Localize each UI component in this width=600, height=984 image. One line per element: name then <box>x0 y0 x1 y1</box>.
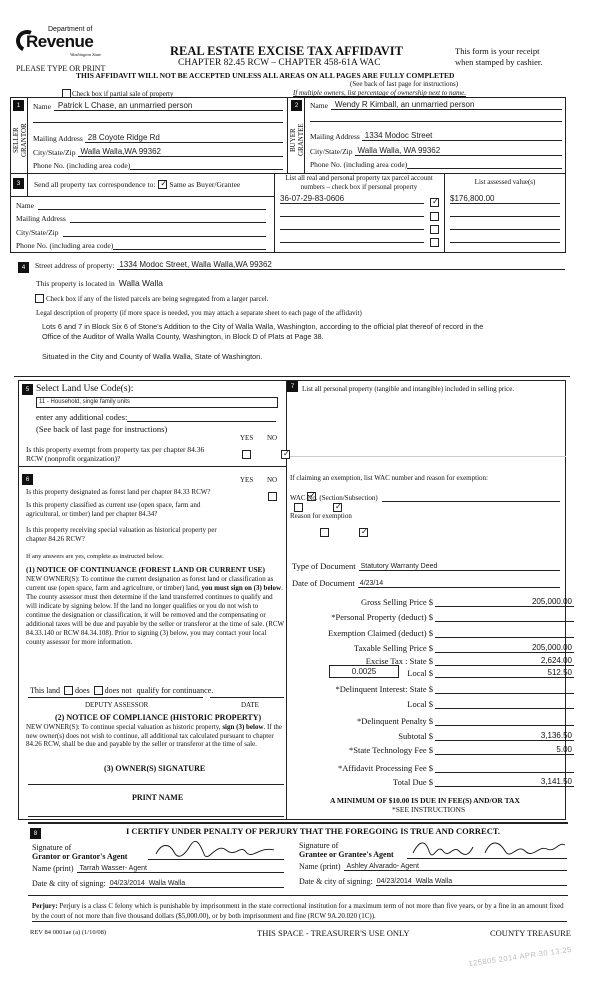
grantor-name-label: Name (print) <box>32 864 74 873</box>
see-back-note: (See back of last page for instructions) <box>350 80 459 88</box>
legal-line-2: Office of the Auditor of Walla Walla County, Washington, in Block D of Plats at Page 38. <box>42 332 324 341</box>
grantor-name-field[interactable] <box>32 864 284 873</box>
minimum-due-note: A MINIMUM OF $10.00 IS DUE IN FEE(S) AND/OR TAX <box>330 796 520 805</box>
buyer-grantee-label <box>289 120 305 160</box>
fee-row-affidavit-processing-fee[interactable] <box>290 762 590 773</box>
continuance-row <box>30 686 213 695</box>
fee-label: Taxable Selling Price $ <box>354 643 433 653</box>
corr-city-label: City/State/Zip <box>16 228 59 237</box>
assessor-date-label: DATE <box>241 701 259 709</box>
corr-city-field[interactable] <box>16 228 266 237</box>
column-divider <box>286 380 287 820</box>
fee-label: *Delinquent Interest: State $ <box>335 684 433 694</box>
seller-phone-field[interactable] <box>33 161 283 170</box>
if-yes-instruction: If any answers are yes, complete as instructed below. <box>26 553 164 560</box>
fee-row-taxable-selling-price[interactable] <box>290 642 590 653</box>
deputy-assessor-signature-line[interactable] <box>28 697 203 698</box>
current-use-question: Is this property classified as current use (open space, farm and agricultural, or timber) land per chapter 84.34? <box>26 501 201 518</box>
parcel-number-input[interactable] <box>280 221 424 230</box>
corr-name-label: Name <box>16 201 34 210</box>
personal-property-checkbox[interactable] <box>430 212 439 221</box>
fee-row-personal-property[interactable] <box>290 611 590 622</box>
fee-value[interactable]: 3,141.50 <box>435 777 574 787</box>
correspondence-header <box>34 180 240 189</box>
parcel-number-input[interactable] <box>280 234 424 243</box>
wac-number-input[interactable] <box>382 494 560 502</box>
current-use-no-checkbox[interactable] <box>333 503 342 512</box>
grantee-date-field[interactable] <box>299 877 567 886</box>
parcel-list-header: List all real and personal property tax parcel account numbers – check box if personal property <box>285 174 433 191</box>
assessed-value-input[interactable]: $176,800.00 <box>450 194 560 204</box>
fee-row-total-due[interactable] <box>290 776 590 787</box>
logo-top-text: Department of <box>48 26 93 33</box>
multiple-owners-note: If multiple owners, list percentage of ownership next to name. <box>293 89 466 97</box>
see-instructions-note: *SEE INSTRUCTIONS <box>392 805 466 814</box>
fee-value[interactable]: 5.00 <box>435 745 574 755</box>
additional-codes-field[interactable] <box>36 412 276 422</box>
grantee-sig-label-2: Grantee or Grantee's Agent <box>299 850 394 859</box>
print-name-label: PRINT NAME <box>132 793 184 802</box>
reason-for-exemption-label: Reason for exemption <box>290 512 352 520</box>
buyer-name-input[interactable]: Wendy R Kimball, an unmarried person <box>331 100 562 110</box>
section-1-badge: 1 <box>13 100 24 111</box>
street-address-field[interactable] <box>35 260 565 270</box>
parcel-number-input[interactable] <box>280 208 424 217</box>
grantee-date-label: Date & city of signing: <box>299 877 373 886</box>
county-treasurer-label: COUNTY TREASURE <box>490 928 571 938</box>
seller-name-field[interactable] <box>33 101 283 111</box>
buyer-phone-input[interactable] <box>407 160 562 169</box>
same-as-buyer-checkbox[interactable] <box>158 180 167 189</box>
assessor-date-line[interactable] <box>210 697 284 698</box>
partial-sale-label: Check box if partial sale of property <box>72 90 174 98</box>
grantor-signature-scribble-icon <box>148 840 284 860</box>
certification-bottom-rule <box>28 895 568 896</box>
wac-number-field[interactable] <box>290 494 560 502</box>
perjury-bold: Perjury: <box>32 902 58 910</box>
fee-label: *State Technology Fee $ <box>349 745 433 755</box>
owner-signature-line[interactable] <box>28 784 284 785</box>
section-3-badge: 3 <box>13 178 24 189</box>
document-date-field[interactable] <box>292 578 560 588</box>
qualify-label: qualify for continuance. <box>136 686 214 695</box>
buyer-mailing-field[interactable] <box>310 131 562 141</box>
perjury-underline <box>32 921 567 922</box>
grantee-sig-label-1: Signature of <box>299 841 339 850</box>
street-address-input[interactable]: 1334 Modoc Street, Walla Walla,WA 99362 <box>117 260 565 270</box>
fee-value[interactable] <box>435 612 574 622</box>
forest-land-yes-checkbox[interactable] <box>268 492 277 501</box>
parcel-number-input[interactable]: 36-07-29-83-0606 <box>280 194 424 204</box>
section-7-badge: 7 <box>287 381 298 392</box>
fee-label: Local $ <box>407 668 433 678</box>
perjury-statement <box>32 901 572 921</box>
fee-value[interactable]: 205,000.00 <box>435 597 574 607</box>
fee-label: Exemption Claimed (deduct) $ <box>327 628 433 638</box>
fee-value[interactable] <box>435 684 574 694</box>
form-subtitle: CHAPTER 82.45 RCW – CHAPTER 458-61A WAC <box>178 58 381 68</box>
additional-codes-label: enter any additional codes: <box>36 412 128 422</box>
grantee-signature-scribble-icon <box>407 837 567 857</box>
nonprofit-exempt-question: Is this property exempt from property tax per chapter 84.36 RCW (nonprofit organization)? <box>26 445 205 463</box>
parcel-row[interactable] <box>280 234 440 244</box>
personal-property-checkbox[interactable] <box>430 225 439 234</box>
buyer-phone-label: Phone No. (including area code) <box>310 160 408 169</box>
seller-city-label: City/State/Zip <box>33 148 76 157</box>
grantor-date-label: Date & city of signing: <box>32 879 106 888</box>
receipt-note-line2: when stamped by cashier. <box>455 57 543 67</box>
section-2-badge: 2 <box>291 100 302 111</box>
document-date-label: Date of Document <box>292 578 355 588</box>
grantor-signature-field[interactable] <box>148 848 284 860</box>
deputy-assessor-label: DEPUTY ASSESSOR <box>85 701 149 709</box>
does-not-label: does not <box>104 686 132 695</box>
grantee-signature-label <box>299 841 394 859</box>
fee-value[interactable]: 2,624.00 <box>435 656 574 666</box>
historic-yes-checkbox[interactable] <box>320 528 329 537</box>
historic-property-question: Is this property receiving special valuation as historical property per chapter 84.26 RCW? <box>26 526 217 543</box>
street-address-label: Street address of property: <box>35 261 115 270</box>
segregated-checkbox[interactable] <box>35 294 44 303</box>
land-use-select[interactable]: 11 - Household, single family units <box>36 397 278 408</box>
grantee-date-input[interactable]: 04/23/2014 Walla Walla <box>376 878 567 886</box>
please-type-note: PLEASE TYPE OR PRINT <box>16 64 106 73</box>
corr-mailing-field[interactable] <box>16 214 266 223</box>
seller-name-label: Name <box>33 102 51 111</box>
seller-mailing-label: Mailing Address <box>33 134 83 143</box>
notice2-text-a: NEW OWNER(S): To continue special valuation as historic property, <box>26 723 221 731</box>
notice2-text-b: . If the new owner(s) does not wish to continue, all additional tax calculated pursuant to chapter 84.26 RCW, shall be due and payable by the seller or transferor at the time of sale. <box>26 723 283 748</box>
fee-label: *Personal Property (deduct) $ <box>331 612 433 622</box>
personal-property-list-label: List all personal property (tangible and intangible) included in selling price. <box>302 385 515 393</box>
form-title: REAL ESTATE EXCISE TAX AFFIDAVIT <box>170 44 403 58</box>
does-label: does <box>75 686 90 695</box>
grantee-label: GRANTEE <box>297 123 305 157</box>
seller-city-field[interactable] <box>33 147 283 157</box>
fee-label: Gross Selling Price $ <box>360 597 433 607</box>
owner-signature-label: (3) OWNER(S) SIGNATURE <box>104 764 206 773</box>
corr-phone-label: Phone No. (including area code) <box>16 241 114 250</box>
fee-value[interactable] <box>435 628 574 638</box>
form-number: REV 84 0001ae (a) (1/10/08) <box>30 929 107 936</box>
notice1-bold: you must sign on (3) below <box>201 584 282 592</box>
personal-property-textarea[interactable] <box>300 410 562 454</box>
segregated-row[interactable] <box>35 294 268 303</box>
fee-label: Excise Tax : State $ <box>365 656 433 666</box>
notice2-bold: sign (3) below <box>222 723 264 731</box>
grantor-sig-label-1: Signature of <box>32 843 72 852</box>
section-8-rule <box>28 822 568 824</box>
print-name-line[interactable] <box>28 816 284 817</box>
s6-yes-header: YES <box>240 476 254 484</box>
wac-number-label: WAC No. (Section/Subsection) <box>290 494 378 502</box>
forest-land-question: Is this property designated as forest land per chapter 84.33 RCW? <box>26 488 211 496</box>
grantee-name-label: Name (print) <box>299 862 341 871</box>
fee-label: Total Due $ <box>392 777 433 787</box>
buyer-label: BUYER <box>289 128 297 152</box>
buyer-city-field[interactable] <box>310 146 562 156</box>
nonprofit-yes-checkbox[interactable] <box>242 450 251 459</box>
personal-property-checkbox[interactable] <box>430 198 439 207</box>
additional-codes-input[interactable] <box>127 413 276 422</box>
parcel-row[interactable] <box>280 194 440 204</box>
legal-description-text[interactable] <box>42 322 562 362</box>
notice-compliance-text <box>26 723 284 749</box>
seller-phone-label: Phone No. (including area code) <box>33 161 131 170</box>
perjury-text: Perjury is a class C felony which is punishable by imprisonment in the state correctional institution for a maximum term of not more than five years, or by a fine in an amount fixed by the court of not more than five thousand dollars ($5,000.00), or by both imprisonment and fine (RCW 9A.20.020 (1C)). <box>32 902 564 920</box>
fee-row-state-technology-fee[interactable] <box>290 744 590 755</box>
does-qualify-checkbox[interactable] <box>64 686 73 695</box>
legal-line-3: Situated in the City and County of Walla Walla, State of Washington. <box>42 352 263 361</box>
located-in-value[interactable]: Walla Walla <box>118 278 163 288</box>
notice-continuance-text <box>26 575 284 647</box>
notice-continuance-title: (1) NOTICE OF CONTINUANCE (FOREST LAND OR CURRENT USE) <box>26 565 266 574</box>
section-8-badge: 8 <box>30 828 41 839</box>
fee-value[interactable]: 3,136.50 <box>435 731 574 741</box>
fee-row-delinquent-penalty[interactable] <box>290 715 590 726</box>
legal-line-1: Lots 6 and 7 in Block Six 6 of Stone's Addition to the City of Walla Walla, Washington, according to the official plat thereof of record in the <box>42 322 484 331</box>
fee-value[interactable] <box>435 716 574 726</box>
personal-property-checkbox[interactable] <box>430 238 439 247</box>
receipt-note-line1: This form is your receipt <box>455 46 540 56</box>
fee-row-delinquent-interest-state[interactable] <box>290 683 590 694</box>
grantor-signature-label <box>32 843 127 861</box>
seller-name-line2[interactable] <box>33 122 283 123</box>
does-not-qualify-checkbox[interactable] <box>94 686 103 695</box>
nonprofit-no-checkbox[interactable] <box>281 450 290 459</box>
section-7-divider <box>286 456 566 457</box>
parcel-row[interactable] <box>280 221 440 231</box>
treasurer-stamp: 125805 2014 APR 30 13:25 <box>467 944 573 969</box>
assessed-value-input[interactable] <box>450 234 560 243</box>
grantor-date-field[interactable] <box>32 879 284 888</box>
buyer-city-label: City/State/Zip <box>310 147 353 156</box>
buyer-name-line2[interactable] <box>310 121 562 122</box>
buyer-name-label: Name <box>310 101 328 110</box>
document-type-input[interactable]: Statutory Warranty Deed <box>359 563 560 571</box>
fee-label: *Affidavit Processing Fee $ <box>338 763 433 773</box>
located-in-label: This property is located in <box>36 279 115 288</box>
assessed-values-header: List assessed value(s) <box>474 178 536 186</box>
seller-label: SELLER <box>12 127 20 153</box>
notice1-text-a: NEW OWNER(S): To continue the current designation as forest land or classification as current use (open space, farm and agriculture, or timber) land, <box>26 575 274 592</box>
assessed-value-input[interactable] <box>450 221 560 230</box>
section-5-badge: 5 <box>22 384 33 395</box>
buyer-mailing-input[interactable]: 1334 Modoc Street <box>362 131 562 141</box>
fee-value[interactable] <box>435 699 574 709</box>
fee-label: *Delinquent Penalty $ <box>356 716 433 726</box>
buyer-mailing-label: Mailing Address <box>310 132 360 141</box>
document-type-field[interactable] <box>292 561 560 571</box>
current-use-yes-checkbox[interactable] <box>294 503 303 512</box>
treasurer-space-label: THIS SPACE - TREASURER'S USE ONLY <box>257 928 410 938</box>
land-use-label: Select Land Use Code(s): <box>36 384 134 394</box>
logo-sub-text: Washington State <box>70 52 102 57</box>
grantor-name-input[interactable]: Tarrah Wasser- Agent <box>77 865 284 873</box>
certification-statement: I CERTIFY UNDER PENALTY OF PERJURY THAT THE FOREGOING IS TRUE AND CORRECT. <box>126 826 501 836</box>
no-header: NO <box>267 434 278 442</box>
legal-description-label: Legal description of property (if more space is needed, you may attach a separate sheet to each page of the affidavit) <box>36 309 362 317</box>
fee-label: Subtotal $ <box>398 731 433 741</box>
fee-row-exemption-claimed[interactable] <box>290 627 590 638</box>
fee-row-delinquent-interest-local[interactable] <box>290 698 590 709</box>
document-date-input[interactable]: 4/23/14 <box>358 580 560 588</box>
section-5-6-divider <box>18 466 286 467</box>
notice-compliance-title: (2) NOTICE OF COMPLIANCE (HISTORIC PROPERTY) <box>55 713 262 722</box>
seller-name-input[interactable]: Patrick L Chase, an unmarried person <box>54 101 283 111</box>
grantor-sig-label-2: Grantor or Grantor's Agent <box>32 852 128 861</box>
seller-phone-input[interactable] <box>130 161 283 170</box>
grantee-signature-field[interactable] <box>407 847 567 859</box>
corr-city-input[interactable] <box>63 229 267 237</box>
receipt-note <box>455 46 542 68</box>
historic-no-checkbox[interactable] <box>359 528 368 537</box>
located-in-row <box>36 278 163 288</box>
corr-name-input[interactable] <box>38 202 266 210</box>
grantor-label: GRANTOR <box>20 123 28 157</box>
dor-logo <box>14 26 104 60</box>
buyer-city-input[interactable]: Walla Walla, WA 99362 <box>355 146 563 156</box>
parcel-row[interactable] <box>280 208 440 218</box>
section-4-bottom-rule <box>14 376 570 377</box>
seller-city-input[interactable]: Walla Walla,WA 99362 <box>78 147 284 157</box>
seller-mailing-field[interactable] <box>33 133 283 143</box>
corr-phone-field[interactable] <box>16 241 266 250</box>
fee-row-gross-selling-price[interactable] <box>290 596 590 607</box>
fee-row-excise-local[interactable] <box>290 667 590 678</box>
correspondence-label: Send all property tax correspondence to: <box>34 180 156 189</box>
fee-row-subtotal[interactable] <box>290 730 590 741</box>
corr-name-field[interactable] <box>16 201 266 210</box>
same-as-buyer-label: Same as Buyer/Grantee <box>169 180 241 189</box>
notice1-text-b: . The county assessor must then determine if the land transferred continues to qualify and will indicate by signing below. If the land no longer qualifies or you do not wish to continue the designation or classification, it will be removed and the compensating or additional taxes will be due and payable by the seller or transferor at the time of sale. (RCW 84.33.140 or RCW 84.34.108). Prior to signing (3) below, you may contact your local county assessor for more information. <box>26 584 285 646</box>
fee-label: Local $ <box>407 699 433 709</box>
exemption-label: If claiming an exemption, list WAC number and reason for exemption: <box>290 474 488 482</box>
fee-value[interactable] <box>435 763 574 773</box>
section-4-badge: 4 <box>18 262 29 273</box>
buyer-phone-field[interactable] <box>310 160 562 169</box>
land-use-see-back: (See back of last page for instructions) <box>36 424 168 434</box>
grantee-name-input[interactable]: Ashley Alvarado- Agent <box>344 863 567 871</box>
corr-mailing-label: Mailing Address <box>16 214 66 223</box>
warning-banner: THIS AFFIDAVIT WILL NOT BE ACCEPTED UNLESS ALL AREAS ON ALL PAGES ARE FULLY COMPLETED <box>76 71 455 80</box>
local-rate-input[interactable]: 0.0025 <box>329 665 399 678</box>
seller-mailing-input[interactable]: 28 Coyote Ridge Rd <box>85 133 283 143</box>
grantee-name-field[interactable] <box>299 862 567 871</box>
document-type-label: Type of Document <box>292 561 356 571</box>
fee-value[interactable]: 512.50 <box>435 668 574 678</box>
logo-main-text: Revenue <box>26 32 94 51</box>
assessed-value-input[interactable] <box>450 208 560 217</box>
buyer-name-field[interactable] <box>310 100 562 110</box>
corr-mailing-input[interactable] <box>70 215 266 223</box>
grantor-date-input[interactable]: 04/23/2014 Walla Walla <box>109 880 284 888</box>
fee-value[interactable]: 205,000.00 <box>435 643 574 653</box>
yes-header: YES <box>240 434 254 442</box>
section-6-badge: 6 <box>22 474 33 485</box>
s6-no-header: NO <box>267 476 278 484</box>
seller-grantor-label <box>12 120 28 160</box>
segregated-label: Check box if any of the listed parcels are being segregated from a larger parcel. <box>46 295 269 303</box>
corr-phone-input[interactable] <box>113 242 266 250</box>
this-land-label: This land <box>30 686 60 695</box>
